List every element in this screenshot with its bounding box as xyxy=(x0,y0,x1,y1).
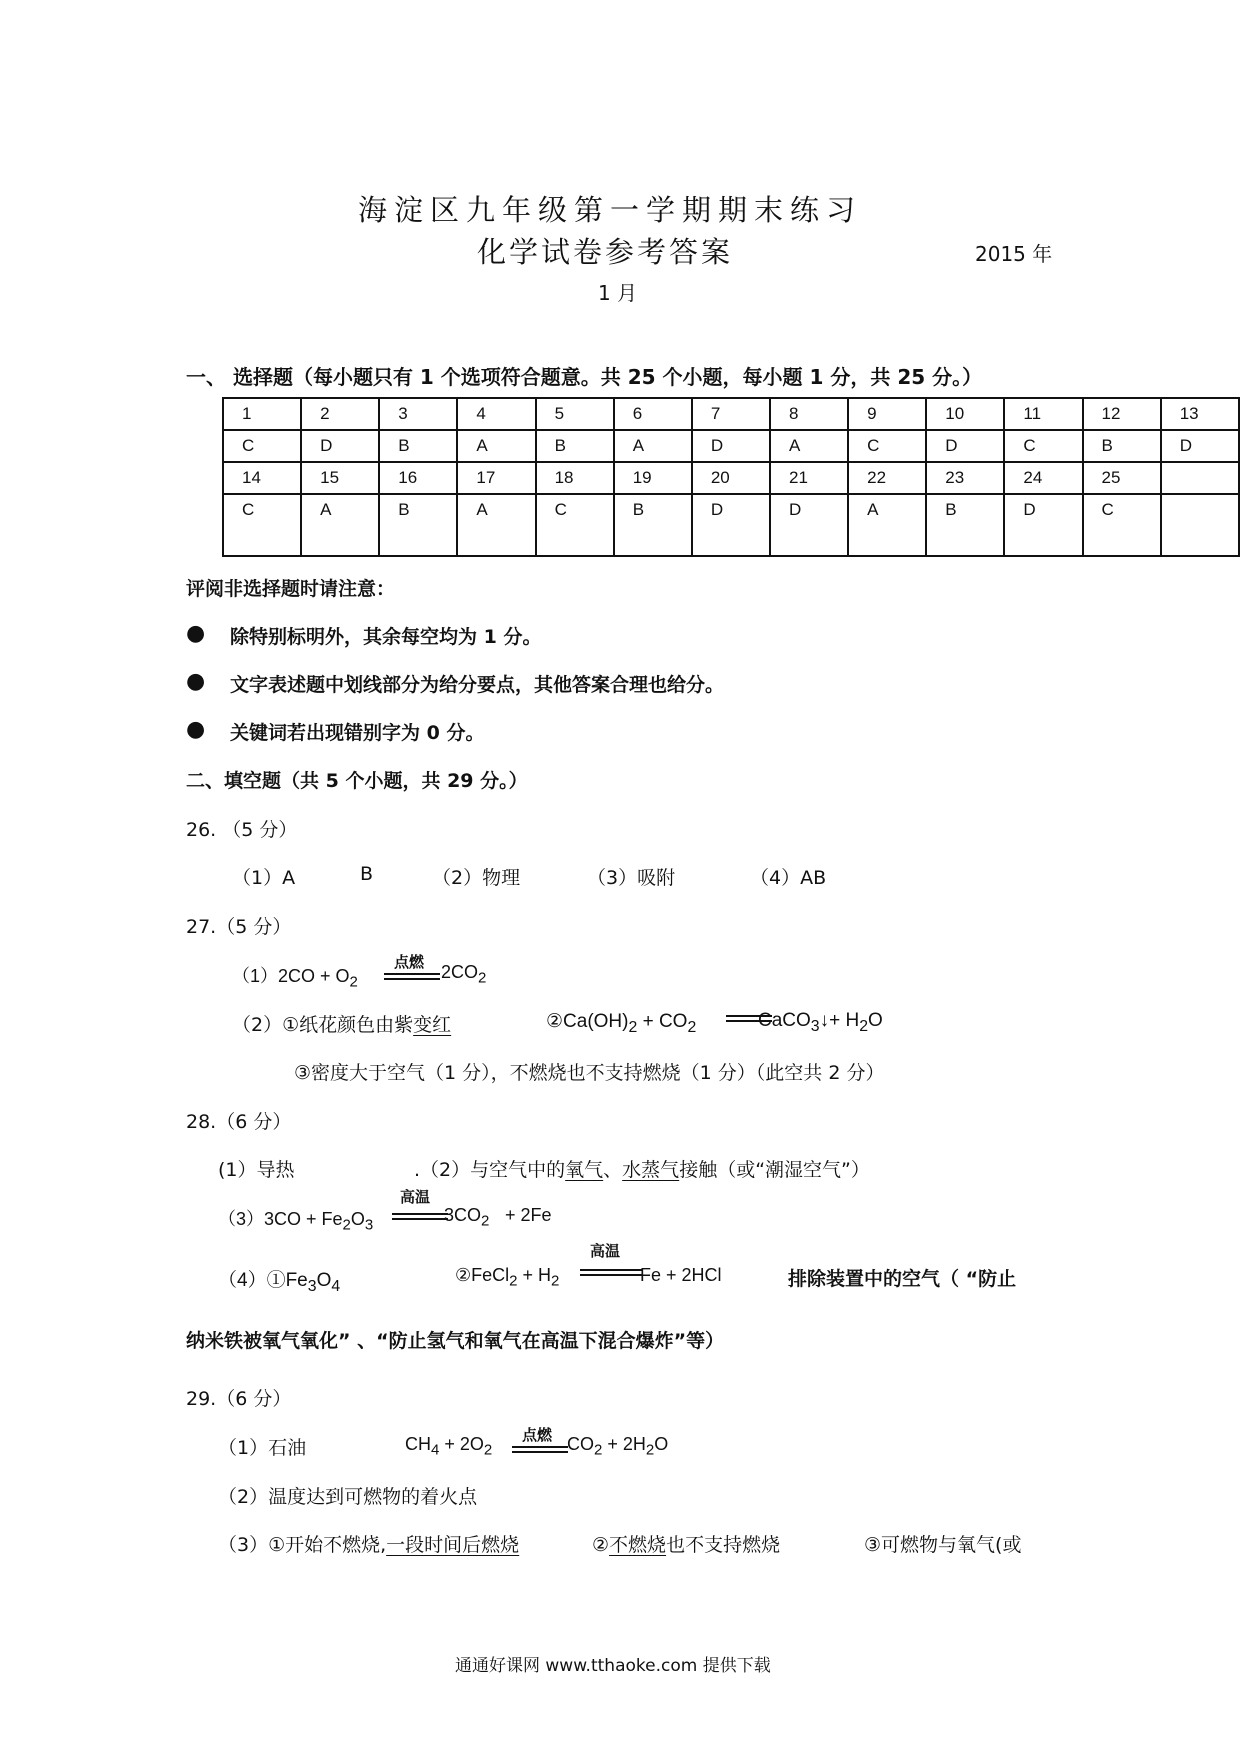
eq-sub: 2 xyxy=(478,969,487,987)
eq-sub: 2 xyxy=(483,1441,493,1459)
table-cell: D xyxy=(1004,494,1082,556)
q29-label: 29.（6 分） xyxy=(186,1388,292,1410)
eq-text: （4）①Fe xyxy=(218,1270,308,1291)
table-cell: A xyxy=(457,430,535,462)
table-cell: B xyxy=(614,494,692,556)
eq-text: （1）2CO + O xyxy=(232,966,350,986)
eq-text: O xyxy=(868,1010,883,1031)
date-year: 2015 年 xyxy=(975,242,1053,266)
table-cell: 20 xyxy=(692,462,770,494)
eq-text: O xyxy=(316,1270,332,1291)
table-cell: 17 xyxy=(457,462,535,494)
table-row xyxy=(223,494,1239,556)
q28-equation-4 xyxy=(455,1265,559,1290)
eq-text: 3CO xyxy=(444,1205,482,1225)
bullet-icon: ● xyxy=(186,717,206,742)
table-cell: C xyxy=(1083,494,1161,556)
eq-text: + H xyxy=(517,1265,551,1285)
eq-text: + 2O xyxy=(439,1434,484,1454)
eq-text: CaCO xyxy=(758,1010,811,1031)
equals-sign xyxy=(512,1446,568,1453)
table-cell: 18 xyxy=(536,462,614,494)
page-title: 海淀区九年级第一学期期末练习 xyxy=(358,193,863,227)
q27-equation-1 xyxy=(232,962,358,991)
eq-sub: 4 xyxy=(331,1277,341,1295)
table-cell: D xyxy=(1161,430,1239,462)
table-cell: 2 xyxy=(301,398,379,430)
table-cell: 16 xyxy=(379,462,457,494)
table-cell: 5 xyxy=(536,398,614,430)
q29-equation-1-product xyxy=(567,1434,668,1459)
eq-text: O xyxy=(654,1434,669,1454)
eq-sub: 2 xyxy=(342,1216,351,1234)
eq-sub: 3 xyxy=(307,1277,317,1295)
bullet-icon: ● xyxy=(186,669,206,694)
eq-text: 2CO xyxy=(441,962,479,982)
eq-sub: 2 xyxy=(349,973,358,991)
eq-sub: 3 xyxy=(364,1216,374,1234)
q28-answer-1 xyxy=(218,1155,295,1182)
table-cell: 11 xyxy=(1004,398,1082,430)
eq-text: ②FeCl xyxy=(455,1265,510,1285)
note-item: 文字表述题中划线部分为给分要点，其他答案合理也给分。 xyxy=(230,674,725,696)
q28-answer-5: 排除装置中的空气（ “防止 xyxy=(788,1268,1017,1290)
eq-text: O xyxy=(350,1209,365,1229)
table-cell: 6 xyxy=(614,398,692,430)
date-month: 1 月 xyxy=(598,281,638,305)
table-cell: A xyxy=(614,430,692,462)
table-cell: A xyxy=(301,494,379,556)
table-cell: A xyxy=(770,430,848,462)
q26-answer: （1）A xyxy=(232,867,296,889)
table-row xyxy=(223,398,1239,430)
eq-text: CO xyxy=(567,1434,594,1454)
key-point: 一段时间后燃烧 xyxy=(386,1534,520,1556)
table-cell: 8 xyxy=(770,398,848,430)
table-cell: 10 xyxy=(926,398,1004,430)
table-cell: 7 xyxy=(692,398,770,430)
table-cell: D xyxy=(692,494,770,556)
answer-text: （3）①开始不燃烧, xyxy=(218,1534,387,1556)
q28-equation-3-product-2: + 2Fe xyxy=(505,1205,552,1225)
table-cell: A xyxy=(848,494,926,556)
table-cell: 21 xyxy=(770,462,848,494)
q26-label: 26. （5 分） xyxy=(186,819,298,841)
note-item: 关键词若出现错别字为 0 分。 xyxy=(230,722,485,744)
q29-answer-3 xyxy=(218,1530,519,1557)
eq-text: CH xyxy=(405,1434,431,1454)
answer-text: ② xyxy=(592,1534,610,1556)
table-cell: D xyxy=(301,430,379,462)
reaction-condition: 点燃 xyxy=(394,953,425,971)
reaction-condition: 高温 xyxy=(400,1188,431,1206)
q28-equation-3 xyxy=(218,1205,373,1234)
eq-sub: 2 xyxy=(645,1441,655,1459)
q29-answer-1: （1）石油 xyxy=(218,1437,307,1459)
section1-heading: 一、 选择题（每小题只有 1 个选项符合题意。共 25 个小题，每小题 1 分，共 25 分。） xyxy=(186,365,983,389)
q29-answer-3c: ③可燃物与氧气(或 xyxy=(864,1534,1022,1556)
page-subtitle: 化学试卷参考答案 xyxy=(477,235,734,269)
q28-answer-2 xyxy=(414,1155,870,1182)
key-point: 不燃烧 xyxy=(609,1534,667,1556)
q28-equation-4-product: Fe + 2HCl xyxy=(640,1265,722,1285)
bullet-icon: ● xyxy=(186,621,206,646)
q27-equation-1-product xyxy=(441,962,486,987)
table-cell: 4 xyxy=(457,398,535,430)
page-footer: 通通好课网 www.tthaoke.com 提供下载 xyxy=(455,1656,771,1676)
q27-answer-3: ③密度大于空气（1 分），不燃烧也不支持燃烧（1 分）（此空共 2 分） xyxy=(294,1062,885,1084)
table-cell: C xyxy=(223,430,301,462)
table-cell: 22 xyxy=(848,462,926,494)
table-cell: D xyxy=(692,430,770,462)
answer-text: .（2）与空气中的 xyxy=(414,1159,566,1181)
table-cell: C xyxy=(848,430,926,462)
eq-text: ②Ca(OH) xyxy=(546,1011,629,1032)
answer-text: (1）导热 xyxy=(218,1159,295,1181)
q29-equation-1 xyxy=(405,1434,492,1459)
table-cell: B xyxy=(379,430,457,462)
eq-sub: 2 xyxy=(594,1441,603,1459)
q28-label: 28.（6 分） xyxy=(186,1111,292,1133)
table-cell: 24 xyxy=(1004,462,1082,494)
q26-answer: B xyxy=(360,863,374,885)
table-cell: D xyxy=(770,494,848,556)
notes-heading: 评阅非选择题时请注意： xyxy=(186,578,396,600)
eq-sub: 2 xyxy=(687,1018,697,1036)
q27-answer-2 xyxy=(232,1010,451,1037)
q29-answer-2: （2）温度达到可燃物的着火点 xyxy=(218,1486,478,1508)
reaction-condition: 点燃 xyxy=(522,1426,553,1444)
table-cell: A xyxy=(457,494,535,556)
table-cell: B xyxy=(926,494,1004,556)
eq-sub: 2 xyxy=(628,1018,638,1036)
eq-text: + CO xyxy=(637,1011,688,1032)
answer-text: （2）①纸花颜色由紫 xyxy=(232,1014,414,1036)
eq-text: ↓+ H xyxy=(819,1010,860,1031)
q27-equation-2 xyxy=(546,1010,696,1037)
table-cell: 15 xyxy=(301,462,379,494)
table-cell: 13 xyxy=(1161,398,1239,430)
q26-answer: （4）AB xyxy=(750,867,827,889)
answer-text: 、 xyxy=(603,1159,623,1181)
q27-label: 27.（5 分） xyxy=(186,916,292,938)
table-cell: 19 xyxy=(614,462,692,494)
table-cell: B xyxy=(1083,430,1161,462)
eq-sub: 2 xyxy=(859,1017,869,1035)
equals-sign xyxy=(392,1213,448,1220)
answer-table xyxy=(222,397,1240,557)
table-cell: D xyxy=(926,430,1004,462)
eq-sub: 2 xyxy=(481,1212,490,1230)
table-cell: C xyxy=(536,494,614,556)
table-cell: B xyxy=(379,494,457,556)
eq-sub: 4 xyxy=(431,1441,440,1459)
key-point: 氧气 xyxy=(565,1159,604,1181)
table-row xyxy=(223,462,1239,494)
equals-sign xyxy=(580,1269,642,1276)
table-row xyxy=(223,430,1239,462)
eq-text: （3）3CO + Fe xyxy=(218,1209,343,1229)
table-cell: 25 xyxy=(1083,462,1161,494)
table-cell: C xyxy=(223,494,301,556)
eq-sub: 2 xyxy=(509,1272,518,1290)
table-cell: 1 xyxy=(223,398,301,430)
q26-answer: （2）物理 xyxy=(432,867,521,889)
table-cell: 3 xyxy=(379,398,457,430)
reaction-condition: 高温 xyxy=(590,1242,621,1260)
q26-answer: （3）吸附 xyxy=(587,867,676,889)
key-point: 水蒸气 xyxy=(622,1159,680,1181)
q28-equation-3-product xyxy=(444,1205,489,1230)
table-cell xyxy=(1161,462,1239,494)
eq-sub: 2 xyxy=(551,1272,560,1290)
table-cell: 23 xyxy=(926,462,1004,494)
eq-sub: 3 xyxy=(810,1017,820,1035)
table-cell: 14 xyxy=(223,462,301,494)
q27-equation-2-product xyxy=(758,1010,883,1036)
equals-sign xyxy=(384,973,440,980)
table-cell: C xyxy=(1004,430,1082,462)
answer-text: 接触（或“潮湿空气”） xyxy=(679,1159,870,1181)
q28-answer-5-cont: 纳米铁被氧气氧化” 、“防止氢气和氧气在高温下混合爆炸”等） xyxy=(186,1330,725,1352)
q28-answer-4 xyxy=(218,1265,340,1296)
key-point: 变红 xyxy=(413,1014,452,1036)
eq-text: + 2H xyxy=(602,1434,646,1454)
table-cell: 12 xyxy=(1083,398,1161,430)
note-item: 除特别标明外，其余每空均为 1 分。 xyxy=(230,626,542,648)
section2-heading: 二、填空题（共 5 个小题，共 29 分。） xyxy=(186,770,528,792)
table-cell xyxy=(1161,494,1239,556)
q29-answer-3b xyxy=(592,1530,780,1557)
answer-text: 也不支持燃烧 xyxy=(666,1534,781,1556)
table-cell: B xyxy=(536,430,614,462)
table-cell: 9 xyxy=(848,398,926,430)
